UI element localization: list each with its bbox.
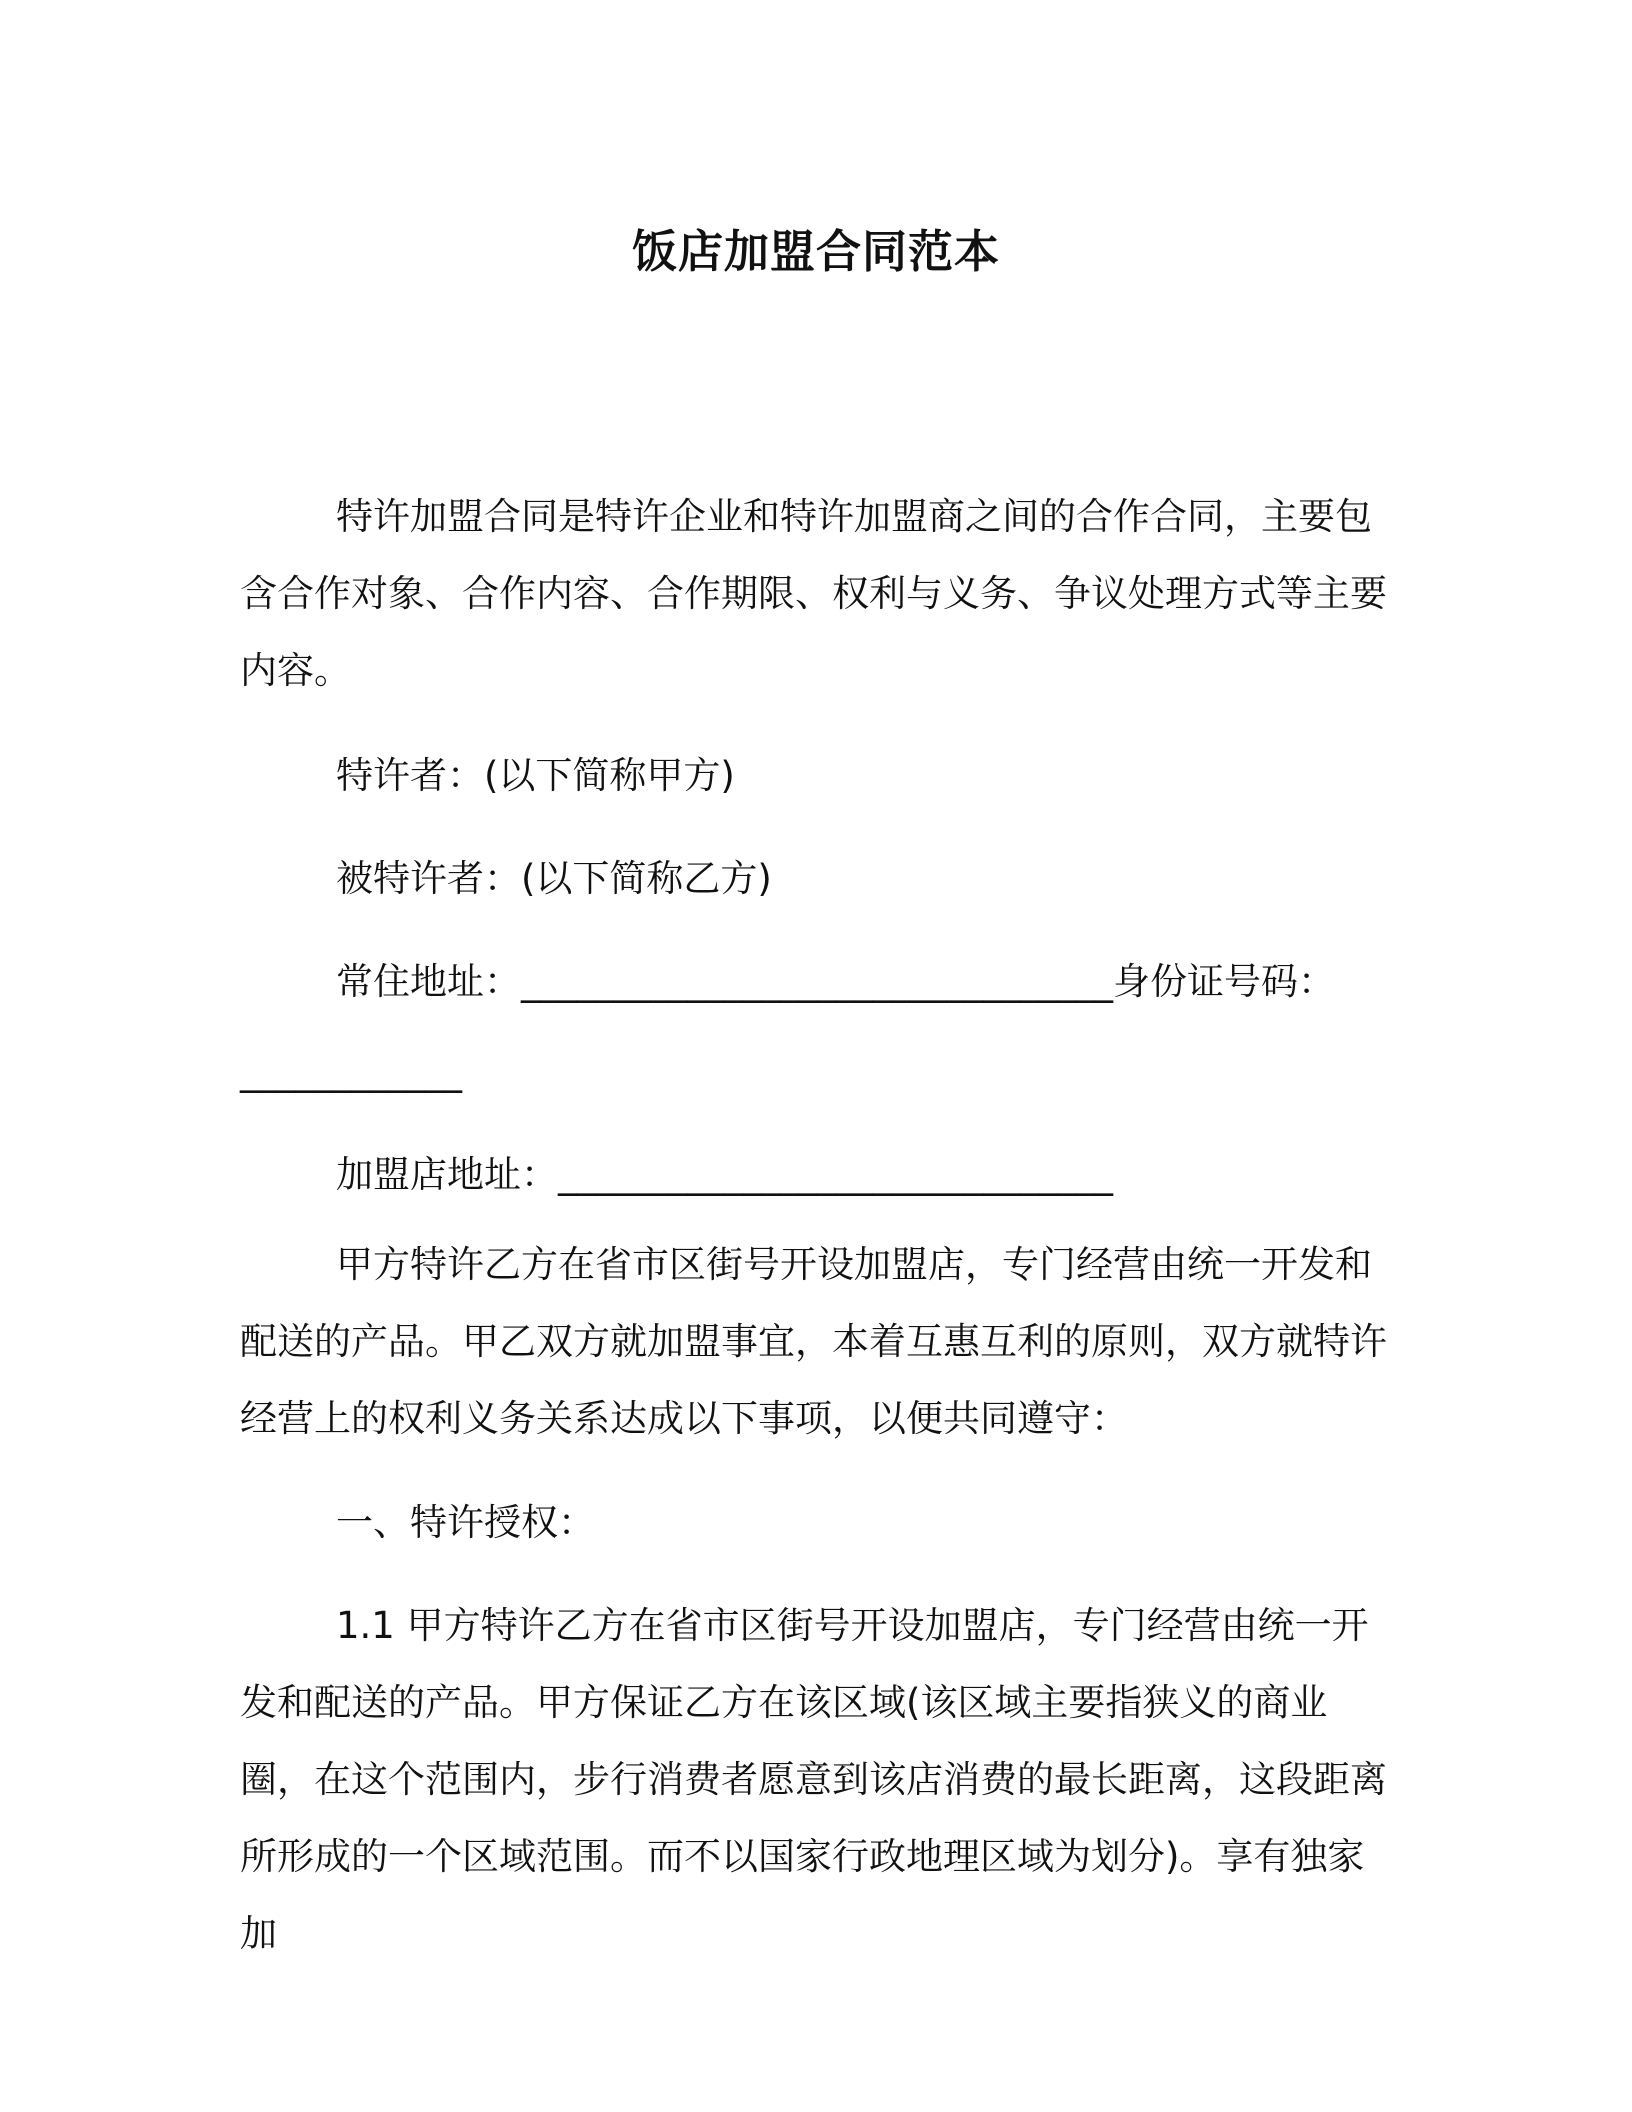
franchisor-line: 特许者：(以下简称甲方) xyxy=(336,754,735,797)
id-number-blank: ____________ xyxy=(240,1050,462,1093)
address-id-line: 常住地址：________________________________身份证号码： xyxy=(336,960,1335,1003)
section-heading: 一、特许授权： xyxy=(336,1501,595,1544)
franchisee-line: 被特许者：(以下简称乙方) xyxy=(336,857,772,900)
document-title: 饭店加盟合同范本 xyxy=(631,225,1000,278)
preamble-paragraph: 甲方特许乙方在省市区街号开设加盟店，专门经营由统一开发和配送的产品。甲乙双方就加盟事宜，本着互惠互利的原则，双方就特许经营上的权利义务关系达成以下事项，以便共同遵守： xyxy=(240,1243,1387,1440)
intro-paragraph: 特许加盟合同是特许企业和特许加盟商之间的合作合同，主要包含合作对象、合作内容、合作期限、权利与义务、争议处理方式等主要内容。 xyxy=(240,495,1387,692)
store-address-line: 加盟店地址：______________________________ xyxy=(336,1153,1113,1196)
clause-1-1-paragraph: 1.1 甲方特许乙方在省市区街号开设加盟店，专门经营由统一开发和配送的产品。甲方保证乙方在该区域(该区域主要指狭义的商业圈，在这个范围内，步行消费者愿意到该店消费的最长距离，这段距离所形成的一个区域范围。而不以国家行政地理区域为划分)。享有独家加 xyxy=(240,1604,1387,1955)
